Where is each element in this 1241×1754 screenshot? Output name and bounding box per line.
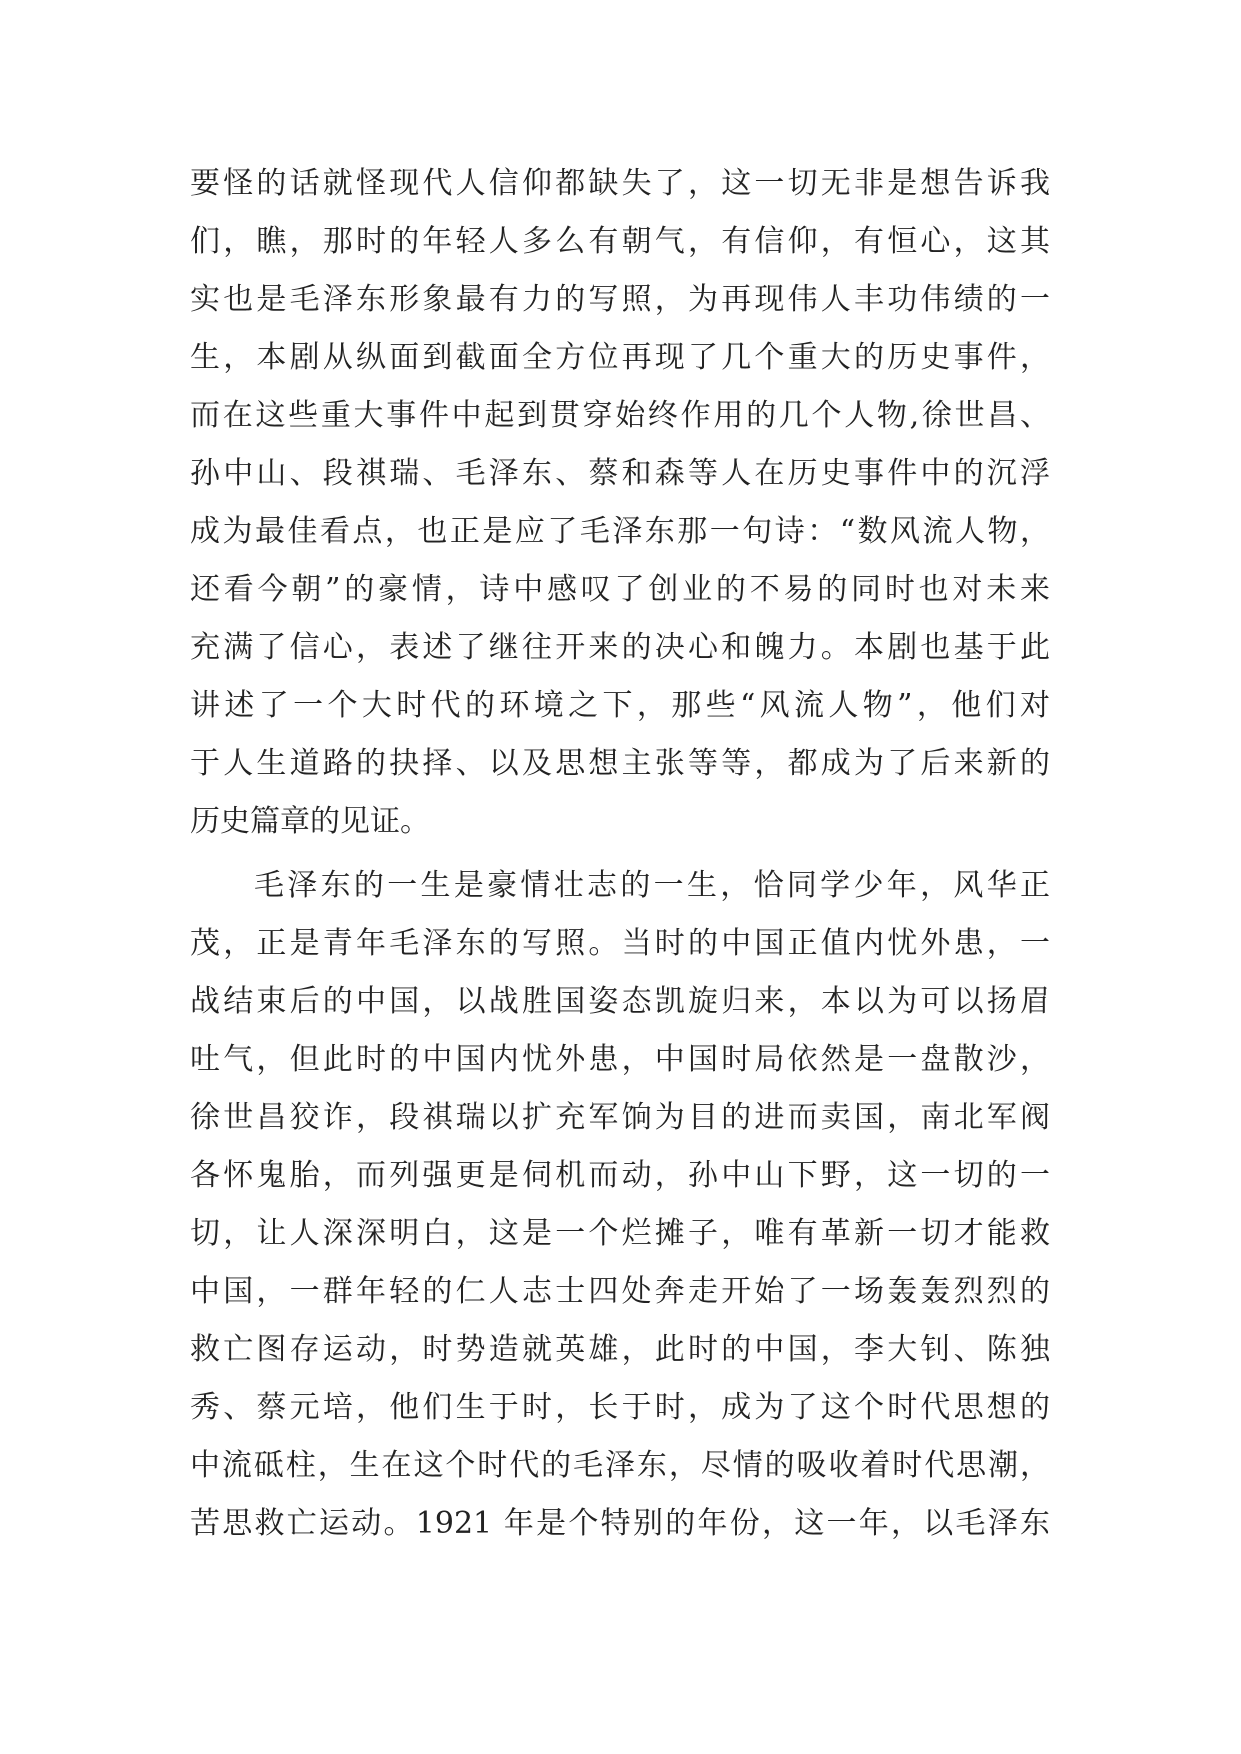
text-line: 还看今朝”的豪情，诗中感叹了创业的不易的同时也对未来 [190,572,1050,607]
text-line: 毛泽东的一生是豪情壮志的一生，恰同学少年，风华正 [254,868,1050,903]
text-line: 中流砥柱，生在这个时代的毛泽东，尽情的吸收着时代思潮， [190,1448,1050,1483]
text-line: 讲述了一个大时代的环境之下，那些“风流人物”，他们对 [190,688,1050,723]
text-line: 切，让人深深明白，这是一个烂摊子，唯有革新一切才能救 [190,1216,1050,1251]
text-line: 救亡图存运动，时势造就英雄，此时的中国，李大钊、陈独 [190,1332,1050,1367]
text-line: 吐气，但此时的中国内忧外患，中国时局依然是一盘散沙， [190,1042,1050,1077]
text-line: 要怪的话就怪现代人信仰都缺失了，这一切无非是想告诉我 [190,166,1050,201]
text-line: 苦思救亡运动。1921 年是个特别的年份，这一年，以毛泽东 [190,1506,1050,1541]
text-line: 历史篇章的见证。 [190,804,430,839]
text-line: 于人生道路的抉择、以及思想主张等等，都成为了后来新的 [190,746,1050,781]
text-line: 中国，一群年轻的仁人志士四处奔走开始了一场轰轰烈烈的 [190,1274,1050,1309]
text-line: 成为最佳看点，也正是应了毛泽东那一句诗：“数风流人物， [190,514,1050,549]
text-line: 徐世昌狡诈，段祺瑞以扩充军饷为目的进而卖国，南北军阀 [190,1100,1050,1135]
text-line: 秀、蔡元培，他们生于时，长于时，成为了这个时代思想的 [190,1390,1050,1425]
text-line: 而在这些重大事件中起到贯穿始终作用的几个人物,徐世昌、 [190,398,1050,433]
text-line: 实也是毛泽东形象最有力的写照，为再现伟人丰功伟绩的一 [190,282,1050,317]
text-line: 战结束后的中国，以战胜国姿态凯旋归来，本以为可以扬眉 [190,984,1050,1019]
text-line: 充满了信心，表述了继往开来的决心和魄力。本剧也基于此 [190,630,1050,665]
text-line: 孙中山、段祺瑞、毛泽东、蔡和森等人在历史事件中的沉浮 [190,456,1050,491]
text-line: 各怀鬼胎，而列强更是伺机而动，孙中山下野，这一切的一 [190,1158,1050,1193]
text-line: 茂，正是青年毛泽东的写照。当时的中国正值内忧外患，一 [190,926,1050,961]
text-line: 生，本剧从纵面到截面全方位再现了几个重大的历史事件， [190,340,1050,375]
text-line: 们，瞧，那时的年轻人多么有朝气，有信仰，有恒心，这其 [190,224,1050,259]
